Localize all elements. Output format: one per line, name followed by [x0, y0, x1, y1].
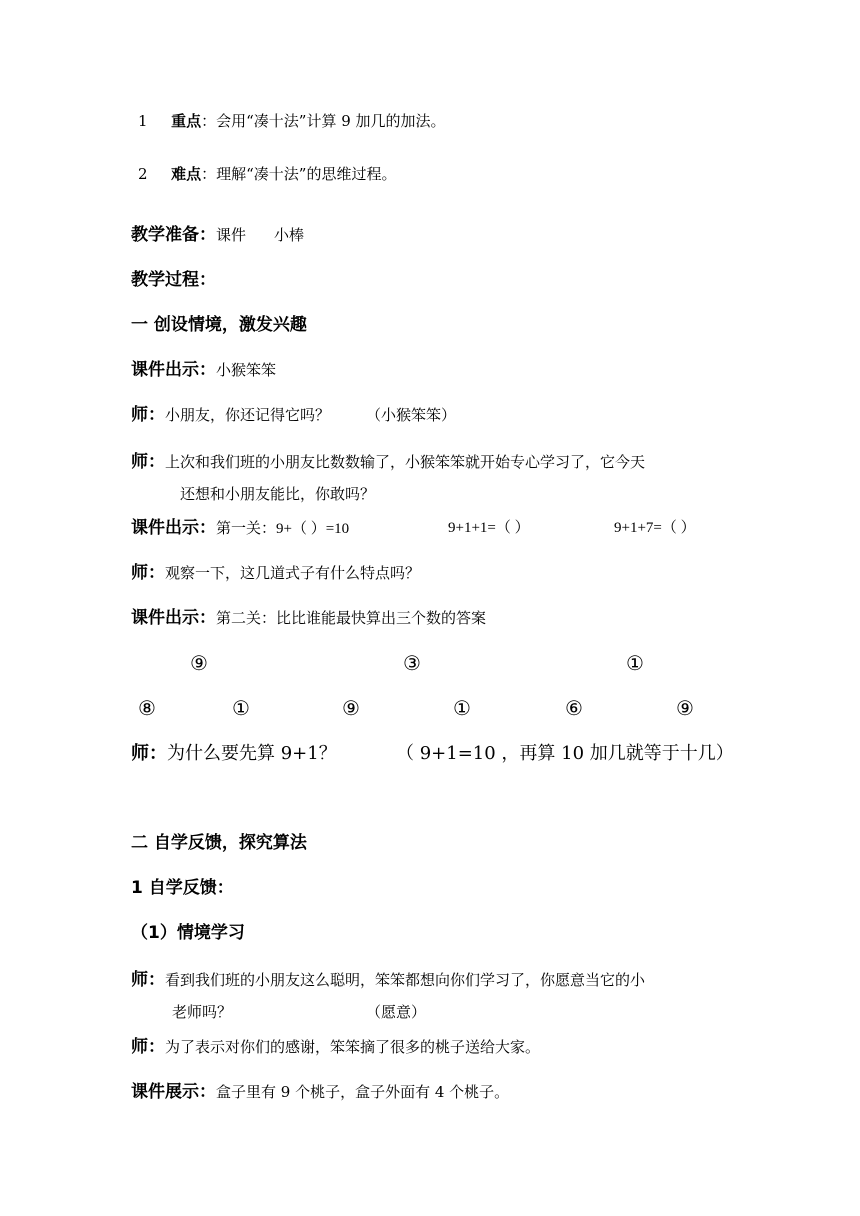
teacher-line-3: [131, 563, 420, 583]
teacher-answer-5: （愿意）: [366, 1003, 427, 1021]
key-point-label: 难点: [171, 165, 202, 183]
circled-number: ③: [403, 651, 421, 675]
key-point-text: ：理解“凑十法”的思维过程。: [201, 165, 397, 183]
circled-number: ⑨: [342, 696, 360, 720]
teacher-line-4: [131, 743, 337, 765]
circled-number: ⑧: [138, 696, 156, 720]
circled-number: ⑨: [676, 696, 694, 720]
prep-label: 教学准备：: [131, 225, 216, 245]
teacher-label: 师：: [131, 452, 165, 472]
teacher-label: 师：: [131, 743, 167, 764]
teacher-text: 看到我们班的小朋友这么聪明，笨笨都想向你们学习了，你愿意当它的小: [165, 971, 646, 989]
teacher-line-5: [131, 970, 645, 990]
prep-item-2: 小棒: [274, 226, 305, 244]
key-point-number: 2: [138, 165, 148, 183]
teacher-label: 师：: [131, 1037, 165, 1057]
teacher-line-6: [131, 1037, 540, 1057]
key-point-label: 重点: [171, 112, 202, 130]
circled-number: ①: [232, 696, 250, 720]
teaching-prep: [131, 225, 304, 245]
teacher-text: 为了表示对你们的感谢，笨笨摘了很多的桃子送给大家。: [165, 1038, 541, 1056]
equation-1: 第一关：9+（ ）=10: [216, 521, 350, 537]
show-label: 课件出示：: [131, 360, 216, 380]
teacher-answer: （小猴笨笨）: [366, 406, 457, 424]
teacher-text: 观察一下，这几道式子有什么特点吗？: [165, 564, 421, 582]
courseware-show-2: [131, 518, 349, 539]
circled-number: ⑨: [190, 651, 208, 675]
show-label: 课件出示：: [131, 518, 216, 538]
show-label: 课件展示：: [131, 1082, 216, 1102]
circled-number: ⑥: [565, 696, 583, 720]
show-label: 课件出示：: [131, 608, 216, 628]
show-text: 第二关：比比谁能最快算出三个数的答案: [216, 609, 487, 627]
process-label: 教学过程：: [131, 270, 216, 290]
show-text: 盒子里有 9 个桃子，盒子外面有 4 个桃子。: [216, 1083, 510, 1101]
section-2-title: 二 自学反馈，探究算法: [131, 833, 307, 853]
teacher-line-1: [131, 405, 456, 425]
section-1-title: 一 创设情境，激发兴趣: [131, 315, 307, 335]
teacher-line-2-cont: 还想和小朋友能比，你敢吗？: [180, 485, 376, 503]
teacher-label: 师：: [131, 970, 165, 990]
teacher-text: 小朋友，你还记得它吗？: [165, 406, 331, 424]
circled-number: ①: [453, 696, 471, 720]
subsection-1: 1 自学反馈：: [131, 878, 234, 898]
teacher-label: 师：: [131, 563, 165, 583]
key-point-number: 1: [138, 112, 148, 130]
courseware-show-4: [131, 1082, 509, 1102]
key-point-1: [138, 111, 446, 131]
key-point-text: ：会用“凑十法”计算 9 加几的加法。: [201, 112, 446, 130]
subsection-1a: （1）情境学习: [131, 923, 245, 943]
show-text: 小猴笨笨: [216, 361, 277, 379]
teacher-label: 师：: [131, 405, 165, 425]
teacher-text: 上次和我们班的小朋友比数数输了，小猴笨笨就开始专心学习了，它今天: [165, 453, 646, 471]
courseware-show-1: [131, 360, 276, 380]
equation-2: 9+1+1=（ ）: [448, 520, 530, 536]
prep-item-1: 课件: [216, 226, 247, 244]
circled-number: ①: [626, 651, 644, 675]
courseware-show-3: [131, 608, 486, 628]
teacher-answer-4: （ 9+1=10 ，再算 10 加几就等于十几）: [396, 743, 734, 764]
equation-3: 9+1+7=（ ）: [614, 520, 696, 536]
teacher-text: 为什么要先算 9+1？: [167, 743, 337, 764]
key-point-2: [138, 164, 396, 184]
teacher-line-5-cont: 老师吗？: [172, 1003, 233, 1021]
teacher-line-2: [131, 452, 645, 472]
